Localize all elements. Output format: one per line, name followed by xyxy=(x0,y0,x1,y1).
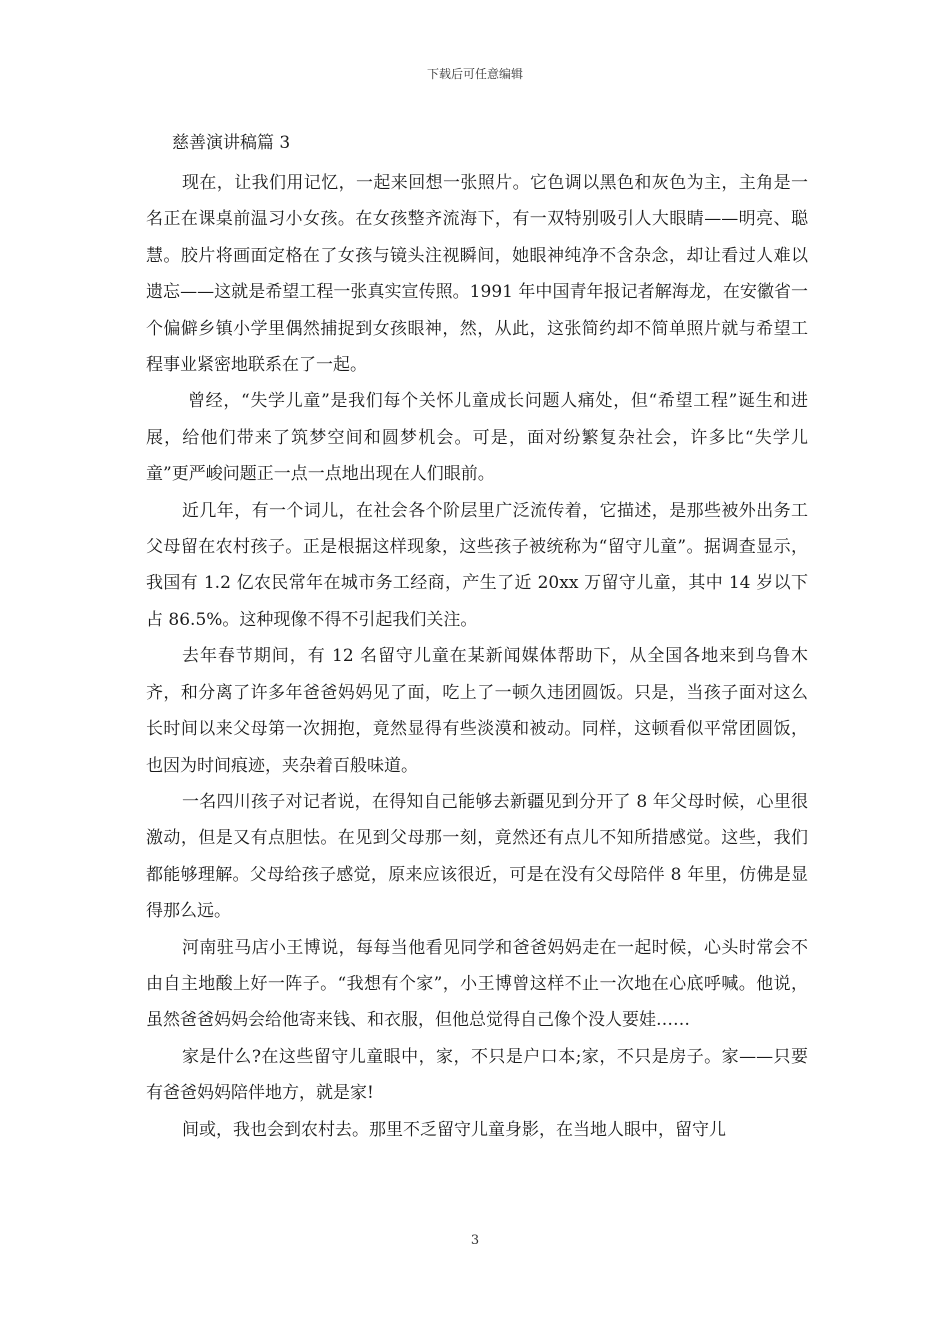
paragraph-5: 一名四川孩子对记者说，在得知自己能够去新疆见到分开了 8 年父母时候，心里很激动，但是又有点胆怯。在见到父母那一刻，竟然还有点儿不知所措感觉。这些，我们都能够理解。父母给孩子感觉，原来应该很近，可是在没有父母陪伴 8 年里，仿佛是显得那么远。 xyxy=(146,791,808,922)
paragraph-8: 间或，我也会到农村去。那里不乏留守儿童身影，在当地人眼中，留守儿 xyxy=(182,1119,726,1140)
paragraph-3: 近几年，有一个词儿，在社会各个阶层里广泛流传着，它描述，是那些被外出务工父母留在农村孩子。正是根据这样现象，这些孩子被统称为“留守儿童”。据调查显示，我国有 1.2 亿农民常年在城市务工经商，产生了近 20xx 万留守儿童，其中 14 岁以下占 86.5%。这种现像不得不引起我们关注。 xyxy=(146,500,808,630)
paragraph-2: 曾经，“失学儿童”是我们每个关怀儿童成长问题人痛处，但“希望工程”诞生和进展，给他们带来了筑梦空间和圆梦机会。可是，面对纷繁复杂社会，许多比“失学儿童”更严峻问题正一点一点地出现在人们眼前。 xyxy=(146,391,808,485)
document-title: 慈善演讲稿篇 3 xyxy=(172,133,291,153)
paragraph-6: 河南驻马店小王博说，每每当他看见同学和爸爸妈妈走在一起时候，心头时常会不由自主地酸上好一阵子。“我想有个家”，小王博曾这样不止一次地在心底呼喊。他说，虽然爸爸妈妈会给他寄来钱、和衣服，但他总觉得自己像个没人要娃…… xyxy=(146,937,808,1031)
paragraph-1: 现在，让我们用记忆，一起来回想一张照片。它色调以黑色和灰色为主，主角是一名正在课桌前温习小女孩。在女孩整齐流海下，有一双特别吸引人大眼睛——明亮、聪慧。胶片将画面定格在了女孩与镜头注视瞬间，她眼神纯净不含杂念，却让看过人难以遗忘——这就是希望工程一张真实宣传照。1991 年中国青年报记者解海龙，在安徽省一个偏僻乡镇小学里偶然捕捉到女孩眼神，然，从此，这张简约却不简单照片就与希望工程事业紧密地联系在了一起。 xyxy=(146,173,808,376)
paragraph-7: 家是什么?在这些留守儿童眼中，家，不只是户口本;家，不只是房子。家——只要有爸爸妈妈陪伴地方，就是家! xyxy=(146,1046,808,1104)
page-number: 3 xyxy=(470,1233,480,1248)
document-body xyxy=(146,128,808,1148)
page-header-note: 下载后可任意编辑 xyxy=(426,67,523,81)
paragraph-4: 去年春节期间，有 12 名留守儿童在某新闻媒体帮助下，从全国各地来到乌鲁木齐，和分离了许多年爸爸妈妈见了面，吃上了一顿久违团圆饭。只是，当孩子面对这么长时间以来父母第一次拥抱，竟然显得有些淡漠和被动。同样，这顿看似平常团圆饭，也因为时间痕迹，夹杂着百般味道。 xyxy=(146,646,808,776)
